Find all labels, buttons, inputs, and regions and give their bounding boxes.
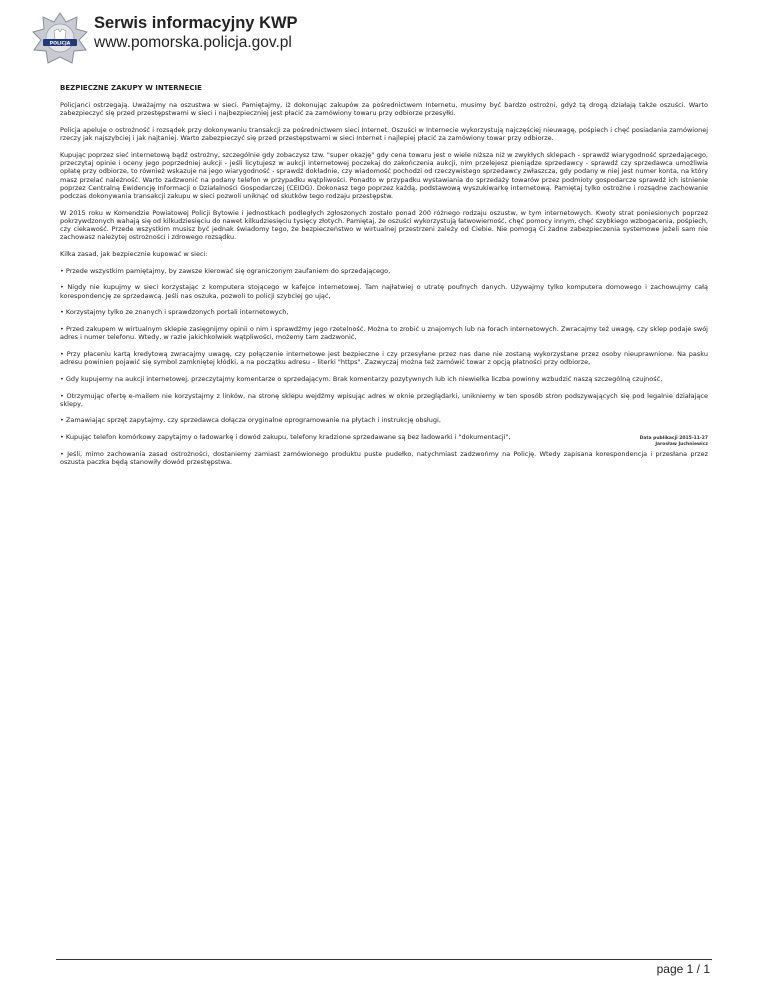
badge-text: POLICJA [49, 41, 71, 47]
list-item: • Przed zakupem w wirtualnym sklepie zasięgnijmy opinii o nim i sprawdźmy jego rzetelność. Można to zrobić u znajomych lub na forach internetowych. Zwracajmy też uwagę, czy sklep podaje swój adres i numer telefonu. Wtedy, w razie jakichkolwiek wątpliwości, możemy tam zadzwonić, [60, 325, 708, 342]
footer-divider [56, 959, 712, 960]
site-title: Serwis informacyjny KWP [94, 14, 298, 32]
paragraph: Policja apeluje o ostrożność i rozsądek przy dokonywaniu transakcji za pośrednictwem sieci Internet. Oszuści w Internecie wykorzystują najczęściej nieuwagę, pośpiech i chęć posiadania zamówionej rzeczy jak najszybciej i jak najtaniej. Warto zabezpieczyć się przed przestępstwami w sieci Internet i najlepiej płacić za zamówiony towar przy odbiorze. [60, 126, 708, 143]
author-name: Jarosław Juchniewicz [655, 441, 708, 447]
publication-meta [640, 436, 708, 447]
site-url: www.pomorska.policja.gov.pl [94, 34, 292, 51]
list-item: • Przy płaceniu kartą kredytową zwracajmy uwagę, czy połączenie internetowe jest bezpieczne i czy przesyłane przez nas dane nie zostaną wykorzystane przez osoby nieuprawnione. Na pasku adresu powinien pojawić się symbol zamkniętej kłódki, a na początku adresu – literki "https". Zazwyczaj można też zamówić towar z opcją płatności przy odbiorze, [60, 349, 708, 367]
list-item: • Korzystajmy tylko ze znanych i sprawdzonych portali internetowych, [60, 308, 289, 317]
list-item: • Przede wszystkim pamiętajmy, by zawsze kierować się ograniczonym zaufaniem do sprzedającego, [60, 266, 391, 275]
police-badge-icon [32, 12, 88, 64]
list-item: • Zamawiając sprzęt zapytajmy, czy sprzedawca dołącza oryginalne oprogramowanie na płytach i instrukcję obsługi, [60, 416, 441, 425]
article-body [60, 84, 708, 475]
publication-date: Data publikacji 2015-11-27 [639, 436, 708, 441]
list-item: • Nigdy nie kupujmy w sieci korzystając z komputera stojącego w kafejce internetowej. Tam najłatwiej o utratę poufnych danych. Używajmy tylko komputera domowego i zachowujmy całą korespondencję ze sprzedawcą. Jeśli nas oszuka, pozwoli to policji szybciej go ująć, [60, 283, 708, 300]
list-item: • Gdy kupujemy na aukcji internetowej, przeczytajmy komentarze o sprzedającym. Brak komentarzy pozytywnych lub ich niewielka liczba powinny wzbudzić naszą szczególną czujność, [60, 374, 663, 383]
page-header [32, 12, 672, 62]
paragraph: Policjanci ostrzegają. Uważajmy na oszustwa w sieci. Pamiętajmy, iż dokonując zakupów za pośrednictwem Internetu, musimy być bardzo ostrożni, gdyż tą drogą działają także oszuści. Warto zabezpieczyć się przed przestępstwami w sieci i najbezpieczniej jest płacić za zamówiony towaru przy odbiorze przesyłki. [60, 101, 708, 118]
article-title: BEZPIECZNE ZAKUPY W INTERNECIE [60, 84, 202, 92]
list-item: • Otrzymując ofertę e-mailem nie korzystajmy z linków, na stronę sklepu wejdźmy wpisując adres w oknie przeglądarki, unikniemy w ten sposób stron podszywających się pod legalnie działające sklepy, [60, 391, 708, 408]
list-item: • Kupując telefon komórkowy zapytajmy o ładowarkę i dowód zakupu, telefony kradzione sprzedawane są bez ładowarki i "dokumentacji", [60, 433, 511, 442]
paragraph: W 2015 roku w Komendzie Powiatowej Policji Bytowie i jednostkach podległych zgłoszonych zostało ponad 200 różnego rodzaju oszustw, w tym internetowych. Kwoty strat poniesionych poprzez pokrzywdzonych wahają się od kilkudziesięciu do nawet kilkudziesięciu tysięcy złotych. Pamiętaj, że oszuści wykorzystują łatwowierność, chęć pomocy innym, chęć szybkiego wzbogacenia, pośpiech, czy ciekawość. Przede wszystkim musisz być jednak świadomy tego, że bezpieczeństwo w wirtualnej przestrzeni zależy od Ciebie. Nie pomogą Ci żadne zabezpieczenia systemowe jeżeli sam nie zachowasz należytej ostrożności i zdrowego rozsądku. [60, 208, 708, 242]
paragraph: Kilka zasad, jak bezpiecznie kupować w sieci: [60, 250, 208, 259]
list-item: • Jeśli, mimo zachowania zasad ostrożności, dostaniemy zamiast zamówionego produktu puste pudełko, natychmiast zadzwońmy na Policję. Wtedy zapisana korespondencja i przesłana przez oszusta paczka będą stanowiły dowód przestępstwa. [60, 449, 708, 467]
paragraph: Kupując poprzez sieć internetową bądź ostrożny, szczególnie gdy zobaczysz tzw. "super okazję" gdy cena towaru jest o wiele niższa niż w zwykłych sklepach - sprawdź wiarygodność sprzedającego, przeczytaj opinie i oceny jego poprzedniej aukcji - jeśli licytujesz w aukcji internetowej poczekaj do zakończenia aukcji, nim przelejesz pieniądze sprzedawcy - sprawdź czy sprzedawca umożliwia opłatę przy odbiorze, to również wskazuje na jego wiarygodność - sprawdź dokładnie, czy wiadomość pochodzi od rzeczywistego sprzedawcy zwłaszcza, gdy podany w niej jest numer konta, na który masz przelać należność. Warto zadzwonić na podany telefon w przypadku wątpliwości. Ponadto w przypadku wystawiania do sprzedaży towarów przez podmioty gospodarcze sprawdź ich istnienie poprzez Centralną Ewidencję Informacji o Działalności Gospodarczej (CEIDG). Dokonasz tego poprzez każdą, podstawową wyszukiwarkę internetową. Pamiętaj tylko ostrożne i rozsądne zachowanie podczas dokonywania transakcji zakupu w sieci pozwoli uniknąć od skutków tego rodzaju przestępstw. [60, 151, 708, 201]
page-number: page 1 / 1 [656, 962, 710, 976]
